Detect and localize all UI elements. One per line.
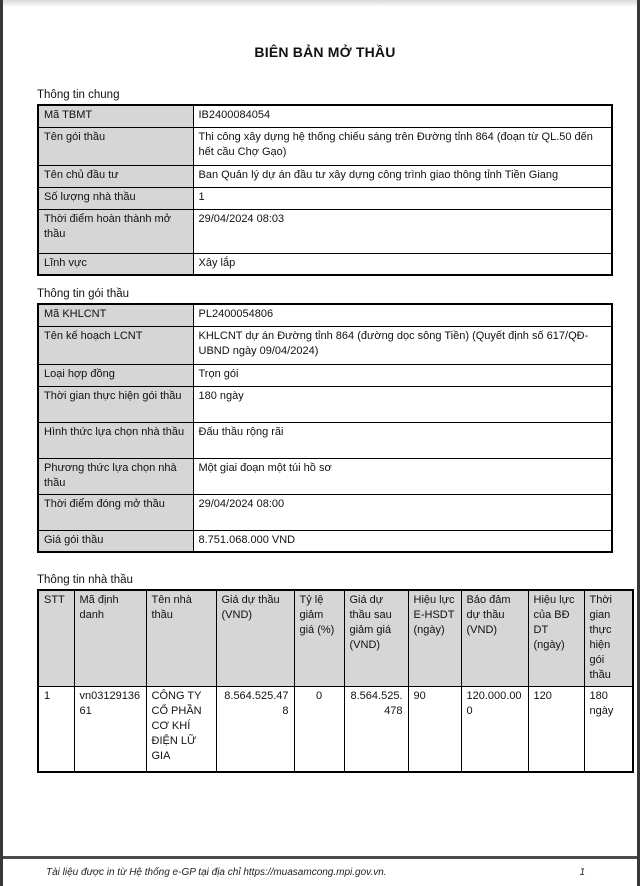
row-value: Đấu thầu rộng rãi	[193, 422, 612, 458]
table-row	[38, 458, 612, 494]
row-label: Thời gian thực hiện gói thầu	[38, 386, 193, 422]
section-contractors	[37, 573, 640, 773]
row-value: 29/04/2024 08:00	[193, 494, 612, 530]
document-title: BIÊN BẢN MỞ THẦU	[254, 44, 396, 60]
table-row	[38, 304, 612, 326]
row-value: 8.751.068.000 VND	[193, 530, 612, 552]
cell-ma-dinh-danh: vn0312913661	[74, 686, 146, 772]
row-value: 29/04/2024 08:03	[193, 209, 612, 253]
contractor-row	[38, 686, 633, 772]
section-heading-package: Thông tin gói thầu	[37, 288, 130, 300]
table-row	[38, 209, 612, 253]
table-row	[38, 326, 612, 364]
general-info-table	[37, 104, 613, 276]
page-number: 1	[579, 867, 585, 878]
table-row	[38, 494, 612, 530]
table-row	[38, 165, 612, 187]
row-label: Mã TBMT	[38, 105, 193, 127]
cell-gia-sau-giam-gia: 8.564.525.478	[344, 686, 408, 772]
table-row	[38, 364, 612, 386]
row-value: IB2400084054	[193, 105, 612, 127]
row-label: Thời điểm hoàn thành mở thầu	[38, 209, 193, 253]
column-header-ma-dinh-danh: Mã định danh	[74, 590, 146, 686]
row-label: Tên gói thầu	[38, 127, 193, 165]
table-row	[38, 530, 612, 552]
contractor-table-header-row	[38, 590, 633, 686]
table-row	[38, 253, 612, 275]
cell-ty-le-giam-gia: 0	[294, 686, 344, 772]
footer-note: Tài liệu được in từ Hệ thống e-GP tại địa chỉ https://muasamcong.mpi.gov.vn.	[46, 867, 387, 878]
table-row	[38, 422, 612, 458]
row-value: Thi công xây dựng hệ thống chiếu sáng trên Đường tỉnh 864 (đoạn từ QL.50 đến hết cầu Chợ Gạo)	[193, 127, 612, 165]
column-header-gia-sau-giam-gia: Giá dự thầu sau giảm giá (VND)	[344, 590, 408, 686]
row-label: Loại hợp đồng	[38, 364, 193, 386]
column-header-ty-le-giam-gia: Tỷ lệ giảm giá (%)	[294, 590, 344, 686]
column-header-ten-nha-thau: Tên nhà thầu	[146, 590, 216, 686]
section-general	[37, 88, 640, 276]
contractor-table	[37, 589, 634, 773]
page-top-shadow	[0, 0, 640, 7]
cell-hieu-luc-bddt: 120	[528, 686, 584, 772]
page-edge-left	[0, 0, 3, 886]
cell-hieu-luc-ehsdt: 90	[408, 686, 461, 772]
row-label: Phương thức lựa chọn nhà thầu	[38, 458, 193, 494]
column-header-thoi-gian-thuc-hien: Thời gian thực hiện gói thầu	[584, 590, 633, 686]
package-info-table	[37, 303, 613, 553]
section-heading-general: Thông tin chung	[37, 89, 120, 101]
row-value: Xây lắp	[193, 253, 612, 275]
row-label: Tên chủ đầu tư	[38, 165, 193, 187]
column-header-hieu-luc-ehsdt: Hiệu lực E-HSDT (ngày)	[408, 590, 461, 686]
row-label: Tên kế hoạch LCNT	[38, 326, 193, 364]
column-header-hieu-luc-bddt: Hiệu lực của BĐ DT (ngày)	[528, 590, 584, 686]
row-value: Ban Quản lý dự án đầu tư xây dựng công trình giao thông tỉnh Tiền Giang	[193, 165, 612, 187]
row-label: Thời điểm đóng mở thầu	[38, 494, 193, 530]
table-row	[38, 127, 612, 165]
column-header-bao-dam-du-thau: Bảo đảm dự thầu (VND)	[461, 590, 528, 686]
row-label: Mã KHLCNT	[38, 304, 193, 326]
row-value: Trọn gói	[193, 364, 612, 386]
row-value: 1	[193, 187, 612, 209]
row-label: Hình thức lựa chọn nhà thầu	[38, 422, 193, 458]
row-value: KHLCNT dự án Đường tỉnh 864 (đường dọc sông Tiền) (Quyết định số 617/QĐ-UBND ngày 09/04/2024)	[193, 326, 612, 364]
row-label: Số lượng nhà thầu	[38, 187, 193, 209]
row-value: PL2400054806	[193, 304, 612, 326]
row-label: Lĩnh vực	[38, 253, 193, 275]
cell-stt: 1	[38, 686, 74, 772]
cell-gia-du-thau: 8.564.525.478	[216, 686, 294, 772]
footer	[0, 856, 640, 886]
row-value: 180 ngày	[193, 386, 612, 422]
cell-ten-nha-thau: CÔNG TY CỔ PHẦN CƠ KHÍ ĐIỆN LỮ GIA	[146, 686, 216, 772]
row-value: Một giai đoạn một túi hồ sơ	[193, 458, 612, 494]
section-package	[37, 287, 640, 553]
column-header-gia-du-thau: Giá dự thầu (VND)	[216, 590, 294, 686]
section-heading-contractors: Thông tin nhà thầu	[37, 574, 133, 586]
table-row	[38, 105, 612, 127]
column-header-stt: STT	[38, 590, 74, 686]
table-row	[38, 187, 612, 209]
table-row	[38, 386, 612, 422]
cell-thoi-gian-thuc-hien: 180 ngày	[584, 686, 633, 772]
cell-bao-dam-du-thau: 120.000.000	[461, 686, 528, 772]
row-label: Giá gói thầu	[38, 530, 193, 552]
